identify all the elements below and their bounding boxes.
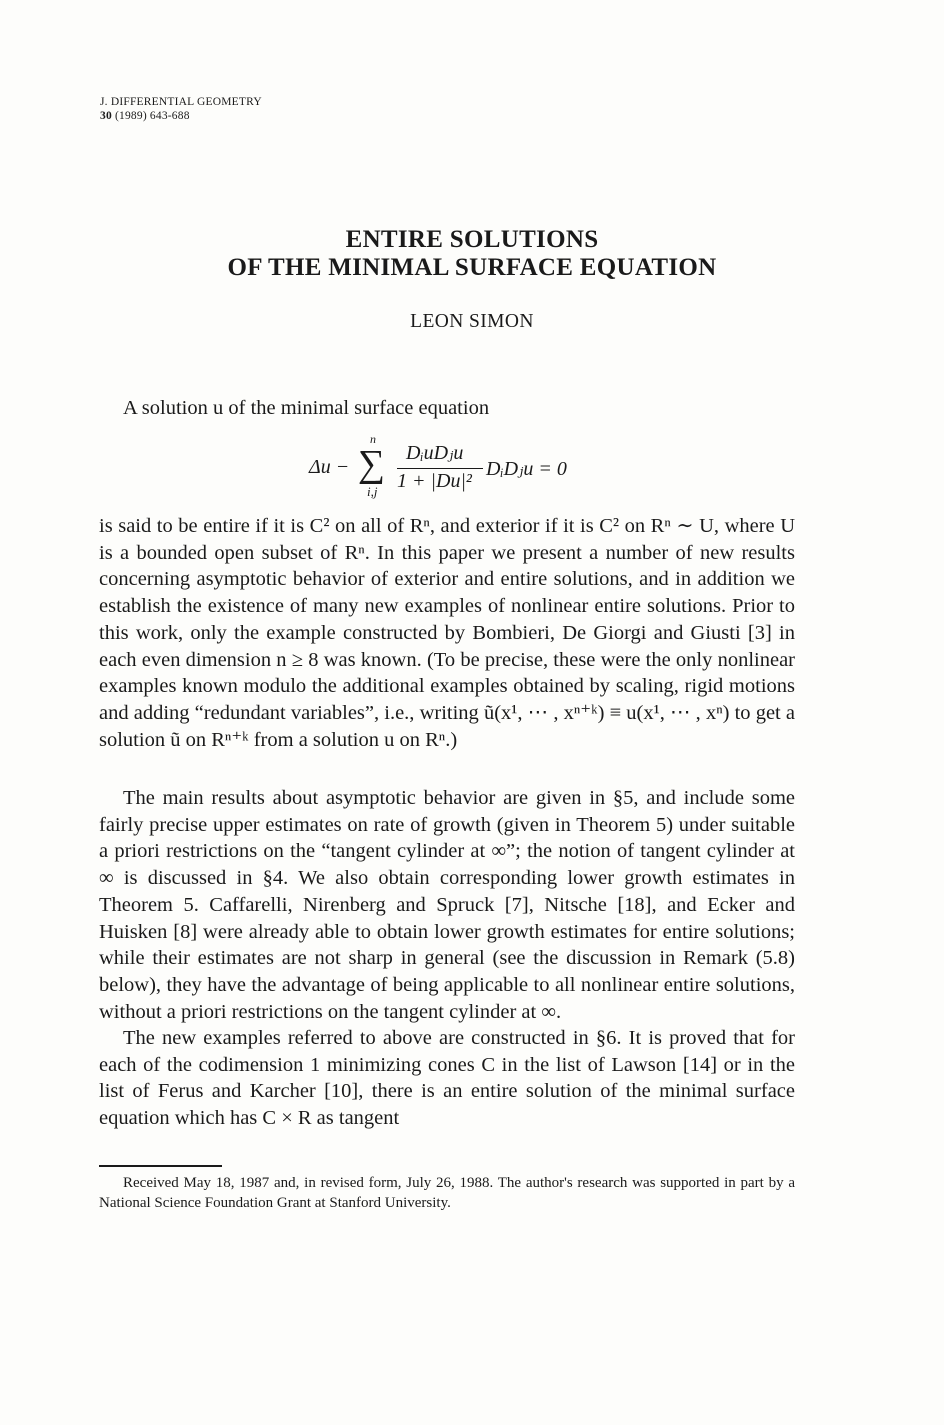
paper-title	[0, 226, 944, 282]
journal-year-pages: (1989) 643-688	[114, 110, 190, 122]
intro-sentence: A solution u of the minimal surface equation	[123, 397, 490, 419]
equation-lhs: Δu −	[309, 456, 350, 478]
title-line-2: OF THE MINIMAL SURFACE EQUATION	[227, 254, 717, 281]
journal-volume: 30	[100, 110, 112, 122]
journal-header	[100, 95, 262, 123]
sum-lower-limit: i,j	[367, 484, 378, 499]
paragraph-2-text: The main results about asymptotic behavior are given in §5, and include some fairly precise upper estimates on rate of growth (given in Theorem 5) under suitable a priori restrictions on the “tangent cylinder at ∞”; the notion of tangent cylinder at ∞ is discussed in §4. We also obtain corresponding lower growth estimates in Theorem 5. Caffarelli, Nirenberg and Spruck [7], Nitsche [18], and Ecker and Huisken [8] were already able to obtain lower growth estimates for entire solutions; while their estimates are not sharp in general (see the discussion in Remark (5.8) below), they have the advantage of being applicable to all nonlinear entire solutions, without a priori restrictions on the tangent cylinder at ∞.	[99, 787, 795, 1023]
journal-name: J. DIFFERENTIAL GEOMETRY	[100, 96, 262, 108]
footnote-text: Received May 18, 1987 and, in revised form, July 26, 1988. The author's research was supported in part by a National Science Foundation Grant at Stanford University.	[99, 1175, 795, 1211]
title-line-1: ENTIRE SOLUTIONS	[345, 226, 599, 253]
paragraph-2	[99, 785, 795, 1025]
minimal-surface-equation	[0, 428, 944, 506]
paragraph-1	[99, 513, 795, 753]
paragraph-1-text: is said to be entire if it is C² on all of Rⁿ, and exterior if it is C² on Rⁿ ∼ U, where U is a bounded open subset of Rⁿ. In this paper we present a number of new results concerning asymptotic behavior of exterior and entire solutions, and in addition we establish the existence of many new examples of nonlinear entire solutions. Prior to this work, only the example constructed by Bombieri, De Giorgi and Giusti [3] in each even dimension n ≥ 8 was known. (To be precise, these were the only nonlinear examples known modulo the additional examples obtained by scaling, rigid motions and adding “redundant variables”, i.e., writing ũ(x¹, ⋯ , xⁿ⁺ᵏ) ≡ u(x¹, ⋯ , xⁿ) to get a solution ũ on Rⁿ⁺ᵏ from a solution u on Rⁿ.)	[99, 515, 795, 751]
fraction-numerator: DᵢuDⱼu	[406, 442, 464, 464]
paragraph-3	[99, 1025, 795, 1132]
fraction-denominator: 1 + |Du|²	[397, 470, 472, 492]
journal-volume-line	[100, 109, 262, 123]
paragraph-3-text: The new examples referred to above are constructed in §6. It is proved that for each of the codimension 1 minimizing cones C in the list of Lawson [14] or in the list of Ferus and Karcher [10], there is an entire solution of the minimal surface equation which has C × R as tangent	[99, 1027, 795, 1130]
paper-author: LEON SIMON	[410, 311, 534, 332]
footnote-rule	[99, 1165, 222, 1167]
footnote	[99, 1173, 795, 1213]
summation-sign: ∑	[358, 443, 386, 485]
equation-tail: DᵢDⱼu = 0	[486, 458, 567, 480]
sum-upper-limit: n	[370, 432, 376, 446]
